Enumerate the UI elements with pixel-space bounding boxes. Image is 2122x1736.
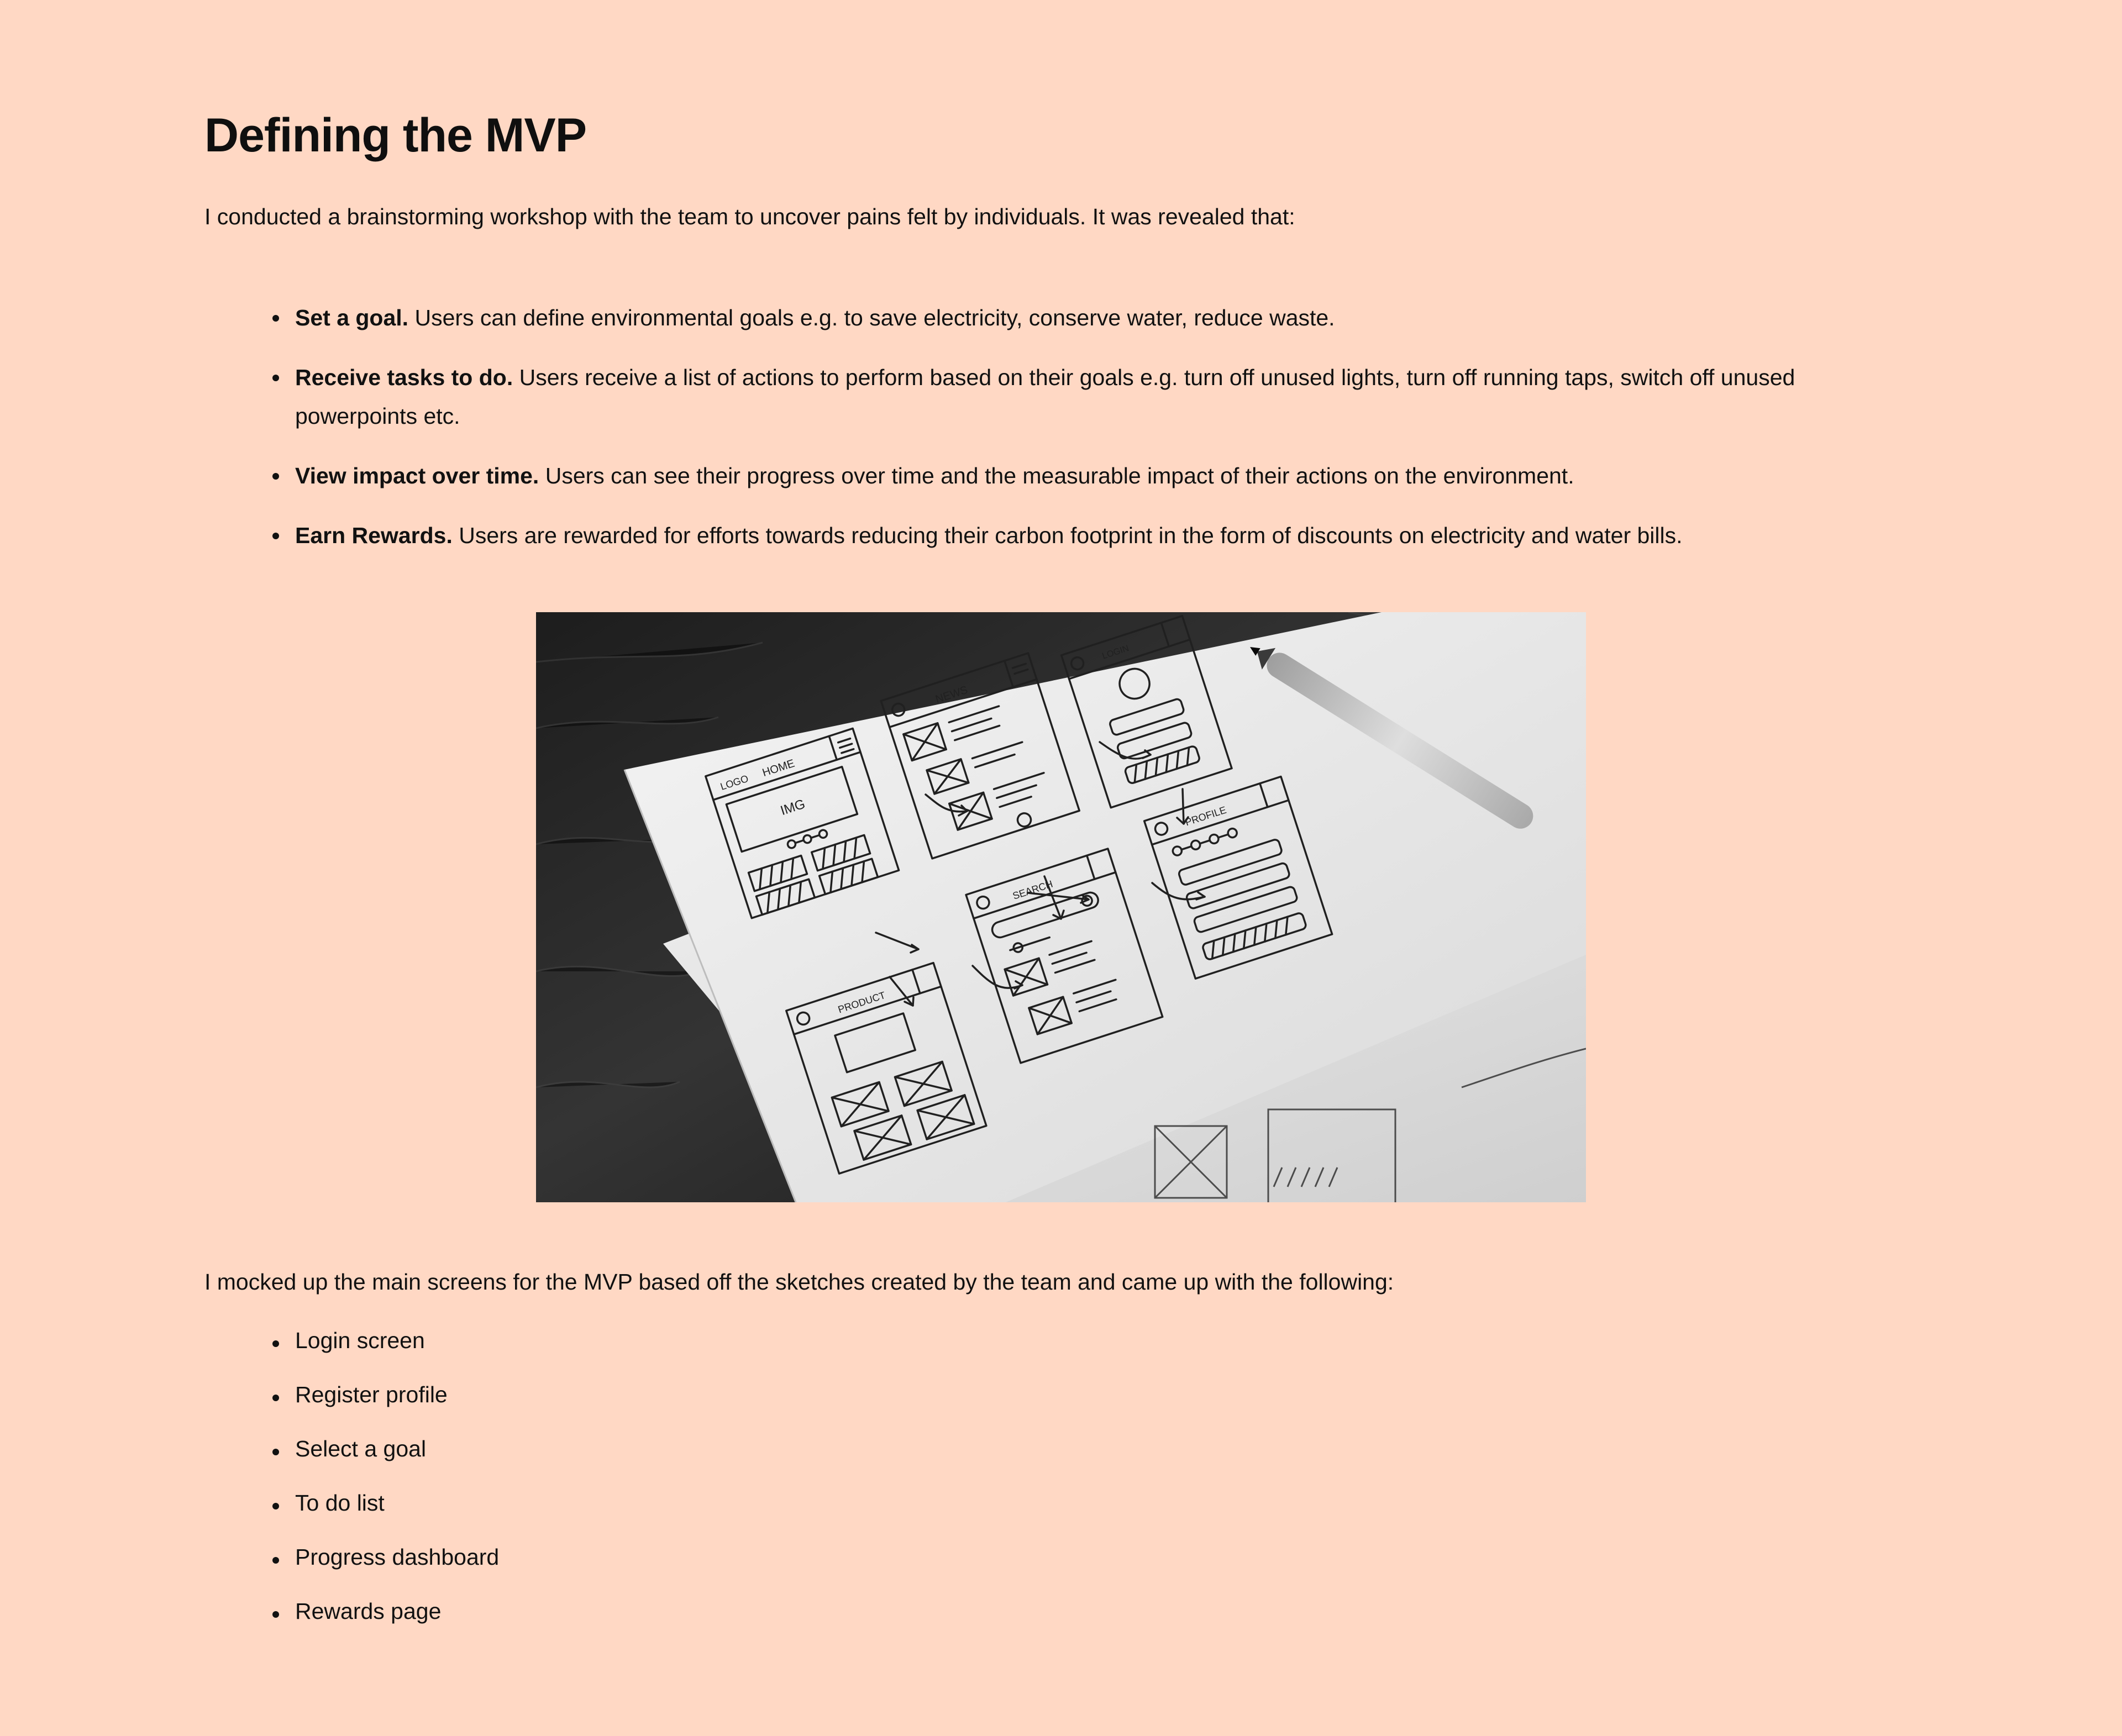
goal-title: Set a goal. bbox=[295, 305, 409, 330]
sketch-login-label: LOGIN bbox=[1101, 644, 1131, 661]
goals-list bbox=[295, 298, 1820, 555]
screen-item: To do list bbox=[295, 1486, 1862, 1519]
screen-item: Select a goal bbox=[295, 1432, 1862, 1465]
sketch-logo-label: LOGO bbox=[719, 772, 750, 792]
article-content bbox=[204, 105, 1807, 576]
screen-item: Progress dashboard bbox=[295, 1540, 1862, 1574]
goal-item bbox=[295, 516, 1820, 555]
goal-title: Earn Rewards. bbox=[295, 523, 453, 548]
page-title: Defining the MVP bbox=[204, 109, 587, 162]
sketch-profile-label: PROFILE bbox=[1184, 804, 1228, 828]
intro-paragraph: I conducted a brainstorming workshop with the team to uncover pains felt by individuals. It was revealed that: bbox=[204, 204, 1295, 229]
goal-description: Users receive a list of actions to perform based on their goals e.g. turn off unused lights, turn off running taps, switch off unused powerpoints etc. bbox=[295, 365, 1795, 429]
sketch-search-label: SEARCH bbox=[1011, 878, 1054, 902]
goal-item bbox=[295, 298, 1820, 337]
goal-description: Users are rewarded for efforts towards reducing their carbon footprint in the form of discounts on electricity and water bills. bbox=[452, 523, 1683, 548]
sketch-img-label: IMG bbox=[778, 796, 807, 819]
screen-item: Register profile bbox=[295, 1378, 1862, 1411]
goal-description: Users can see their progress over time and the measurable impact of their actions on the environment. bbox=[539, 463, 1574, 488]
mockup-intro-paragraph: I mocked up the main screens for the MVP based off the sketches created by the team and came up with the following: bbox=[204, 1269, 1394, 1295]
goal-title: Receive tasks to do. bbox=[295, 365, 513, 390]
screen-item: Rewards page bbox=[295, 1595, 1862, 1628]
goal-description: Users can define environmental goals e.g. to save electricity, conserve water, reduce waste. bbox=[408, 305, 1335, 330]
sketch-product-label: PRODUCT bbox=[836, 990, 887, 1016]
screens-list bbox=[295, 1324, 1862, 1628]
sketch-home-label: HOME bbox=[760, 757, 796, 780]
goal-item bbox=[295, 456, 1820, 495]
mockup-section bbox=[204, 1263, 1862, 1649]
wireframe-sketch-image bbox=[536, 612, 1586, 1202]
sketch-news-label: NEWS bbox=[934, 683, 970, 706]
goal-title: View impact over time. bbox=[295, 463, 539, 488]
screen-item: Login screen bbox=[295, 1324, 1862, 1357]
goal-item bbox=[295, 358, 1820, 435]
wireframe-sketch-illustration bbox=[536, 612, 1586, 1202]
